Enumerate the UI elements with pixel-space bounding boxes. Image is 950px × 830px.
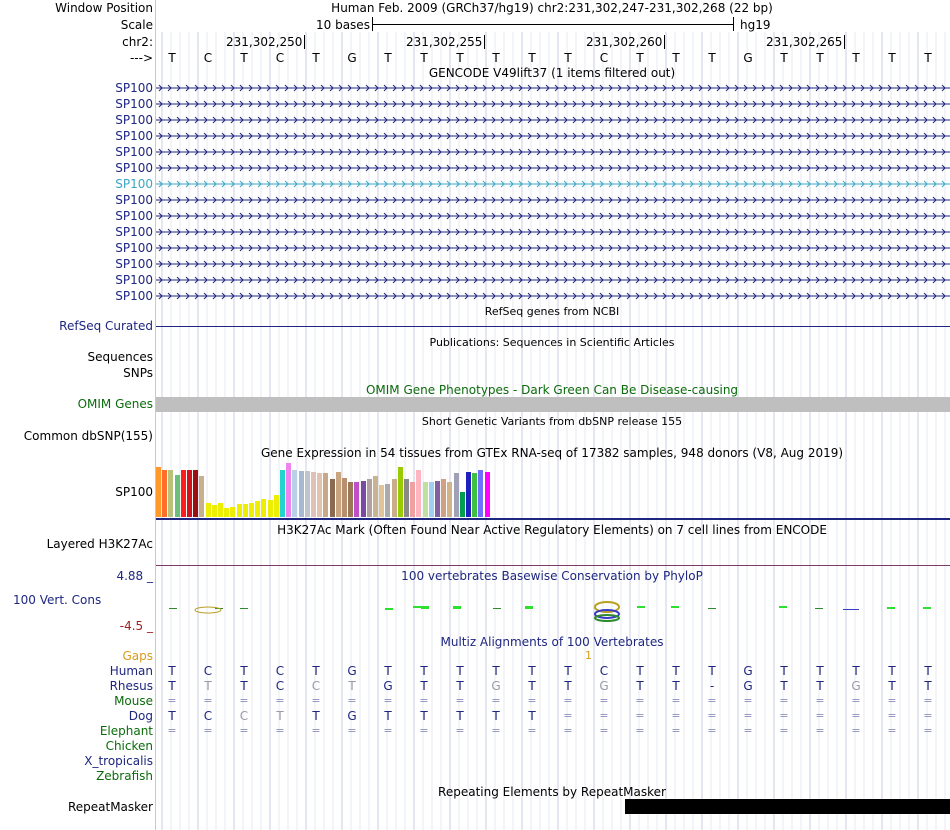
phylop-signal[interactable] bbox=[156, 596, 950, 626]
phylop-score-mark bbox=[637, 606, 645, 608]
gencode-transcript-line[interactable] bbox=[156, 241, 950, 255]
window-position-label: Window Position bbox=[55, 1, 153, 15]
multiz-base: T bbox=[240, 664, 248, 678]
multiz-base: G bbox=[347, 664, 357, 678]
strand-arrow-label: ---> bbox=[129, 51, 153, 65]
gtex-tissue-bar[interactable] bbox=[367, 479, 372, 517]
multiz-base: = bbox=[419, 694, 429, 707]
multiz-base: = bbox=[275, 724, 285, 737]
gencode-transcript-label[interactable]: SP100 bbox=[115, 289, 153, 303]
multiz-base: = bbox=[419, 724, 429, 737]
multiz-base: T bbox=[456, 664, 464, 678]
gencode-transcript-label[interactable]: SP100 bbox=[115, 241, 153, 255]
multiz-base: = bbox=[347, 724, 357, 737]
phylop-score-mark bbox=[708, 608, 716, 609]
gtex-tissue-bar[interactable] bbox=[243, 504, 248, 517]
multiz-base: T bbox=[492, 709, 500, 723]
position-label: 231,302,260 bbox=[586, 35, 665, 49]
multiz-base: = bbox=[383, 694, 393, 707]
multiz-base: C bbox=[239, 709, 249, 723]
phylop-score-mark bbox=[169, 608, 177, 609]
gencode-transcript-label[interactable]: SP100 bbox=[115, 209, 153, 223]
multiz-base: T bbox=[924, 679, 932, 693]
gtex-tissue-bar[interactable] bbox=[311, 472, 316, 517]
gtex-tissue-bar[interactable] bbox=[255, 501, 260, 517]
multiz-base: T bbox=[312, 664, 320, 678]
scale-assembly: hg19 bbox=[740, 18, 771, 32]
multiz-base: = bbox=[203, 694, 213, 707]
refseq-label[interactable]: RefSeq Curated bbox=[59, 319, 153, 333]
gtex-tissue-bar[interactable] bbox=[230, 507, 235, 517]
sequence-base: C bbox=[203, 51, 213, 65]
multiz-base: = bbox=[671, 694, 681, 707]
gencode-transcript-label[interactable]: SP100 bbox=[115, 257, 153, 271]
gtex-tissue-bar[interactable] bbox=[286, 463, 291, 517]
multiz-base: = bbox=[563, 694, 573, 707]
refseq-track-title[interactable]: RefSeq genes from NCBI bbox=[484, 305, 620, 318]
phylop-score-mark bbox=[887, 607, 895, 609]
multiz-base: = bbox=[203, 724, 213, 737]
sequence-base: T bbox=[564, 51, 572, 65]
gtex-tissue-bar[interactable] bbox=[460, 492, 465, 517]
multiz-base: = bbox=[239, 724, 249, 737]
gencode-transcript-line[interactable] bbox=[156, 81, 950, 95]
phylop-score-mark bbox=[493, 608, 501, 609]
multiz-base: T bbox=[276, 709, 284, 723]
sequence-base: T bbox=[888, 51, 896, 65]
multiz-base: T bbox=[816, 664, 824, 678]
multiz-base: = bbox=[887, 724, 897, 737]
multiz-base: = bbox=[779, 709, 789, 722]
phylop-score-mark bbox=[421, 606, 429, 609]
sequence-base: C bbox=[275, 51, 285, 65]
multiz-base: = bbox=[527, 694, 537, 707]
sequence-base: C bbox=[599, 51, 609, 65]
gencode-transcript-line[interactable] bbox=[156, 161, 950, 175]
multiz-species-label[interactable]: Elephant bbox=[99, 724, 153, 738]
gencode-transcript-label[interactable]: SP100 bbox=[115, 113, 153, 127]
sequence-base: T bbox=[672, 51, 680, 65]
h3k27ac-baseline bbox=[156, 565, 950, 566]
multiz-species-label[interactable]: Dog bbox=[128, 709, 153, 723]
multiz-base: = bbox=[167, 724, 177, 737]
multiz-base: T bbox=[384, 709, 392, 723]
omim-track-title[interactable]: OMIM Gene Phenotypes - Dark Green Can Be Disease-causing bbox=[365, 383, 739, 397]
gtex-tissue-bar[interactable] bbox=[224, 508, 229, 517]
multiz-base: T bbox=[672, 664, 680, 678]
position-label: 231,302,255 bbox=[406, 35, 485, 49]
phylop-ellipse-mark bbox=[195, 607, 221, 613]
multiz-base: C bbox=[275, 664, 285, 678]
gtex-tissue-bar[interactable] bbox=[373, 476, 378, 517]
phylop-track-title[interactable]: 100 vertebrates Basewise Conservation by PhyloP bbox=[401, 569, 703, 583]
multiz-base: T bbox=[384, 664, 392, 678]
multiz-base: = bbox=[815, 709, 825, 722]
refseq-gene-line[interactable] bbox=[156, 326, 950, 327]
multiz-base: C bbox=[275, 679, 285, 693]
gencode-transcript-line[interactable] bbox=[156, 145, 950, 159]
multiz-base: = bbox=[887, 709, 897, 722]
gtex-tissue-bar[interactable] bbox=[249, 503, 254, 517]
gtex-tissue-bar[interactable] bbox=[423, 482, 428, 517]
gtex-tissue-bar[interactable] bbox=[274, 495, 279, 517]
multiz-base: = bbox=[923, 694, 933, 707]
multiz-base: T bbox=[240, 679, 248, 693]
gtex-label[interactable]: SP100 bbox=[115, 485, 153, 499]
gtex-tissue-bar[interactable] bbox=[485, 472, 490, 517]
gtex-baseline bbox=[156, 518, 950, 520]
phylop-score-mark bbox=[413, 606, 421, 608]
multiz-base: = bbox=[491, 724, 501, 737]
multiz-species-label[interactable]: Mouse bbox=[114, 694, 153, 708]
gtex-tissue-bar[interactable] bbox=[292, 470, 297, 517]
gencode-transcript-label[interactable]: SP100 bbox=[115, 145, 153, 159]
gtex-tissue-bar[interactable] bbox=[435, 481, 440, 517]
gtex-tissue-bar[interactable] bbox=[330, 479, 335, 517]
scale-value: 10 bases bbox=[316, 18, 370, 32]
multiz-base: T bbox=[168, 679, 176, 693]
multiz-base: = bbox=[455, 724, 465, 737]
multiz-base: C bbox=[203, 664, 213, 678]
multiz-species-label[interactable]: Human bbox=[109, 664, 153, 678]
gtex-tissue-bar[interactable] bbox=[175, 475, 180, 517]
multiz-base: T bbox=[420, 664, 428, 678]
multiz-base: = bbox=[311, 724, 321, 737]
multiz-base: = bbox=[851, 709, 861, 722]
sequence-base: T bbox=[528, 51, 536, 65]
scale-label: Scale bbox=[120, 18, 153, 32]
multiz-species-label[interactable]: Chicken bbox=[105, 739, 153, 753]
gencode-transcript-label[interactable]: SP100 bbox=[115, 129, 153, 143]
gtex-tissue-bar[interactable] bbox=[299, 471, 304, 517]
repeatmasker-track-title[interactable]: Repeating Elements by RepeatMasker bbox=[438, 785, 666, 799]
gtex-tissue-bar[interactable] bbox=[168, 470, 173, 517]
sequence-base: T bbox=[636, 51, 644, 65]
phylop-ymin: -4.5 _ bbox=[119, 619, 153, 633]
gencode-transcript-line[interactable] bbox=[156, 225, 950, 239]
gencode-transcript-line[interactable] bbox=[156, 129, 950, 143]
repeatmasker-element[interactable] bbox=[625, 799, 950, 814]
gtex-tissue-bar[interactable] bbox=[429, 482, 434, 517]
multiz-base: = bbox=[599, 694, 609, 707]
multiz-base: T bbox=[528, 664, 536, 678]
sequence-base: T bbox=[240, 51, 248, 65]
publications-track-title[interactable]: Publications: Sequences in Scientific Articles bbox=[429, 336, 675, 349]
phylop-label[interactable]: 100 Vert. Cons bbox=[13, 593, 102, 607]
gtex-tissue-bar[interactable] bbox=[447, 482, 452, 517]
gtex-tissue-bar[interactable] bbox=[404, 479, 409, 517]
sequence-base: T bbox=[384, 51, 392, 65]
gtex-tissue-bar[interactable] bbox=[206, 503, 211, 517]
sequence-base: T bbox=[852, 51, 860, 65]
multiz-base: T bbox=[564, 679, 572, 693]
multiz-base: T bbox=[888, 679, 896, 693]
multiz-base: T bbox=[420, 709, 428, 723]
gtex-tissue-bar[interactable] bbox=[280, 470, 285, 517]
gtex-tissue-bar[interactable] bbox=[193, 470, 198, 517]
sequence-base: T bbox=[492, 51, 500, 65]
multiz-base: T bbox=[456, 709, 464, 723]
gencode-transcript-label[interactable]: SP100 bbox=[115, 225, 153, 239]
gencode-transcript-label[interactable]: SP100 bbox=[115, 193, 153, 207]
multiz-base: = bbox=[779, 724, 789, 737]
phylop-score-mark bbox=[815, 608, 823, 609]
gencode-transcript-label[interactable]: SP100 bbox=[115, 177, 153, 191]
multiz-base: T bbox=[780, 679, 788, 693]
phylop-score-mark bbox=[923, 607, 931, 609]
sequence-base: G bbox=[743, 51, 753, 65]
position-label: 231,302,265 bbox=[766, 35, 845, 49]
multiz-base: T bbox=[888, 664, 896, 678]
multiz-base: = bbox=[563, 724, 573, 737]
gencode-transcript-label[interactable]: SP100 bbox=[115, 81, 153, 95]
multiz-base: = bbox=[455, 694, 465, 707]
publications-sequences-label[interactable]: Sequences bbox=[87, 350, 153, 364]
gencode-transcript-label[interactable]: SP100 bbox=[115, 161, 153, 175]
phylop-score-mark bbox=[671, 606, 679, 608]
sequence-base: T bbox=[924, 51, 932, 65]
multiz-base: T bbox=[672, 679, 680, 693]
scale-bar bbox=[372, 17, 734, 31]
multiz-base: C bbox=[311, 679, 321, 693]
multiz-base: T bbox=[492, 664, 500, 678]
multiz-base: T bbox=[204, 679, 212, 693]
gencode-transcript-line[interactable] bbox=[156, 113, 950, 127]
multiz-base: C bbox=[203, 709, 213, 723]
multiz-base: = bbox=[851, 724, 861, 737]
phylop-score-mark bbox=[525, 606, 533, 609]
multiz-base: = bbox=[311, 694, 321, 707]
window-position-value: Human Feb. 2009 (GRCh37/hg19) chr2:231,302,247-231,302,268 (22 bp) bbox=[331, 1, 773, 15]
multiz-base: G bbox=[599, 679, 609, 693]
gtex-tissue-bar[interactable] bbox=[410, 482, 415, 517]
position-label: 231,302,250 bbox=[226, 35, 305, 49]
gtex-tissue-bar[interactable] bbox=[454, 473, 459, 517]
multiz-base: = bbox=[167, 694, 177, 707]
multiz-base: G bbox=[743, 664, 753, 678]
phylop-score-mark bbox=[240, 608, 248, 609]
multiz-base: = bbox=[275, 694, 285, 707]
multiz-species-label[interactable]: Rhesus bbox=[109, 679, 153, 693]
gtex-tissue-bar[interactable] bbox=[472, 473, 477, 517]
gencode-transcript-line[interactable] bbox=[156, 289, 950, 303]
multiz-base: = bbox=[707, 694, 717, 707]
gencode-transcript-line[interactable] bbox=[156, 209, 950, 223]
multiz-base: = bbox=[527, 724, 537, 737]
multiz-base: = bbox=[779, 694, 789, 707]
omim-gene-bar[interactable] bbox=[156, 397, 950, 412]
multiz-base: G bbox=[851, 679, 861, 693]
multiz-base: G bbox=[347, 709, 357, 723]
multiz-base: = bbox=[923, 709, 933, 722]
multiz-species-label[interactable]: Zebrafish bbox=[96, 769, 153, 783]
multiz-gap-marker: 1 bbox=[585, 649, 592, 662]
omim-label[interactable]: OMIM Genes bbox=[77, 397, 153, 411]
multiz-base: = bbox=[671, 709, 681, 722]
gtex-tissue-bar[interactable] bbox=[466, 472, 471, 517]
phylop-score-mark bbox=[453, 606, 461, 609]
multiz-base: T bbox=[816, 679, 824, 693]
gtex-tissue-bar[interactable] bbox=[441, 479, 446, 517]
gtex-tissue-bar[interactable] bbox=[336, 472, 341, 517]
multiz-base: = bbox=[815, 724, 825, 737]
gencode-transcript-line[interactable] bbox=[156, 97, 950, 111]
gtex-tissue-bar[interactable] bbox=[212, 505, 217, 517]
gencode-transcript-line[interactable] bbox=[156, 273, 950, 287]
multiz-base: = bbox=[743, 724, 753, 737]
multiz-base: T bbox=[852, 664, 860, 678]
phylop-swirl-mark bbox=[595, 602, 619, 621]
multiz-base: T bbox=[456, 679, 464, 693]
sequence-base: T bbox=[780, 51, 788, 65]
multiz-base: = bbox=[599, 724, 609, 737]
multiz-species-label[interactable]: X_tropicalis bbox=[84, 754, 153, 768]
gtex-track-title[interactable]: Gene Expression in 54 tissues from GTEx RNA-seq of 17382 samples, 948 donors (V8, Aug 2019) bbox=[260, 446, 844, 460]
gtex-bar-chart[interactable] bbox=[156, 460, 556, 517]
gencode-track-title[interactable]: GENCODE V49lift37 (1 items filtered out) bbox=[428, 66, 676, 80]
gencode-transcript-line[interactable] bbox=[156, 193, 950, 207]
gencode-transcript-line[interactable] bbox=[156, 177, 950, 191]
multiz-base: = bbox=[563, 709, 573, 722]
gtex-tissue-bar[interactable] bbox=[392, 479, 397, 517]
gtex-tissue-bar[interactable] bbox=[162, 470, 167, 517]
multiz-base: = bbox=[743, 694, 753, 707]
phylop-score-mark bbox=[843, 609, 851, 610]
sequence-base: T bbox=[168, 51, 176, 65]
sequence-base: T bbox=[420, 51, 428, 65]
multiz-base: = bbox=[923, 724, 933, 737]
multiz-base: T bbox=[420, 679, 428, 693]
multiz-base: - bbox=[709, 679, 715, 693]
multiz-base: C bbox=[599, 664, 609, 678]
gtex-tissue-bar[interactable] bbox=[354, 482, 359, 517]
gtex-tissue-bar[interactable] bbox=[379, 485, 384, 517]
multiz-base: T bbox=[348, 679, 356, 693]
multiz-base: = bbox=[347, 694, 357, 707]
multiz-base: = bbox=[671, 724, 681, 737]
phylop-score-mark bbox=[851, 609, 859, 610]
multiz-track-title[interactable]: Multiz Alignments of 100 Vertebrates bbox=[440, 635, 664, 649]
gtex-tissue-bar[interactable] bbox=[361, 481, 366, 517]
multiz-base: G bbox=[491, 679, 501, 693]
publications-snps-label[interactable]: SNPs bbox=[123, 366, 153, 380]
gtex-tissue-bar[interactable] bbox=[268, 500, 273, 517]
gtex-tissue-bar[interactable] bbox=[199, 476, 204, 517]
multiz-base: T bbox=[528, 709, 536, 723]
gtex-tissue-bar[interactable] bbox=[323, 473, 328, 517]
sequence-base: G bbox=[347, 51, 357, 65]
multiz-base: T bbox=[168, 709, 176, 723]
multiz-base: = bbox=[635, 724, 645, 737]
multiz-base: = bbox=[383, 724, 393, 737]
dbsnp-track-title[interactable]: Short Genetic Variants from dbSNP release 155 bbox=[421, 415, 683, 428]
sequence-base: T bbox=[456, 51, 464, 65]
gtex-tissue-bar[interactable] bbox=[156, 467, 161, 517]
gtex-tissue-bar[interactable] bbox=[218, 503, 223, 517]
chrom-label: chr2: bbox=[122, 35, 153, 49]
multiz-base: = bbox=[635, 709, 645, 722]
gtex-tissue-bar[interactable] bbox=[261, 499, 266, 517]
multiz-base: T bbox=[708, 664, 716, 678]
multiz-base: T bbox=[528, 679, 536, 693]
multiz-base: = bbox=[599, 709, 609, 722]
multiz-base: T bbox=[924, 664, 932, 678]
gtex-tissue-bar[interactable] bbox=[305, 471, 310, 517]
gencode-transcript-label[interactable]: SP100 bbox=[115, 273, 153, 287]
sequence-base: T bbox=[816, 51, 824, 65]
multiz-base: T bbox=[564, 664, 572, 678]
multiz-base: G bbox=[383, 679, 393, 693]
h3k27ac-track-title[interactable]: H3K27Ac Mark (Often Found Near Active Regulatory Elements) on 7 cell lines from ENCODE bbox=[277, 523, 827, 537]
gtex-tissue-bar[interactable] bbox=[478, 470, 483, 517]
multiz-base: = bbox=[815, 694, 825, 707]
gtex-tissue-bar[interactable] bbox=[317, 473, 322, 517]
multiz-base: = bbox=[239, 694, 249, 707]
gtex-tissue-bar[interactable] bbox=[348, 482, 353, 517]
multiz-base: = bbox=[707, 724, 717, 737]
gtex-tissue-bar[interactable] bbox=[398, 467, 403, 517]
gencode-transcript-label[interactable]: SP100 bbox=[115, 97, 153, 111]
gtex-tissue-bar[interactable] bbox=[342, 478, 347, 517]
multiz-base: T bbox=[780, 664, 788, 678]
gtex-tissue-bar[interactable] bbox=[187, 470, 192, 517]
multiz-base: T bbox=[636, 679, 644, 693]
multiz-base: T bbox=[636, 664, 644, 678]
gtex-tissue-bar[interactable] bbox=[416, 470, 421, 517]
phylop-ymax: 4.88 _ bbox=[116, 569, 153, 583]
multiz-base: = bbox=[851, 694, 861, 707]
sequence-base: T bbox=[708, 51, 716, 65]
multiz-base: = bbox=[887, 694, 897, 707]
sequence-base: T bbox=[312, 51, 320, 65]
multiz-base: G bbox=[743, 679, 753, 693]
phylop-score-mark bbox=[779, 606, 787, 608]
gtex-tissue-bar[interactable] bbox=[181, 470, 186, 517]
repeatmasker-label[interactable]: RepeatMasker bbox=[67, 800, 153, 814]
multiz-base: = bbox=[707, 709, 717, 722]
h3k27ac-label[interactable]: Layered H3K27Ac bbox=[46, 537, 153, 551]
multiz-base: = bbox=[491, 694, 501, 707]
multiz-base: T bbox=[168, 664, 176, 678]
gtex-tissue-bar[interactable] bbox=[237, 504, 242, 517]
multiz-base: T bbox=[312, 709, 320, 723]
gencode-transcript-line[interactable] bbox=[156, 257, 950, 271]
multiz-base: = bbox=[635, 694, 645, 707]
gtex-tissue-bar[interactable] bbox=[385, 484, 390, 517]
multiz-base: = bbox=[743, 709, 753, 722]
multiz-gaps-label: Gaps bbox=[122, 649, 153, 663]
dbsnp-label[interactable]: Common dbSNP(155) bbox=[23, 429, 153, 443]
phylop-score-mark bbox=[385, 608, 393, 610]
